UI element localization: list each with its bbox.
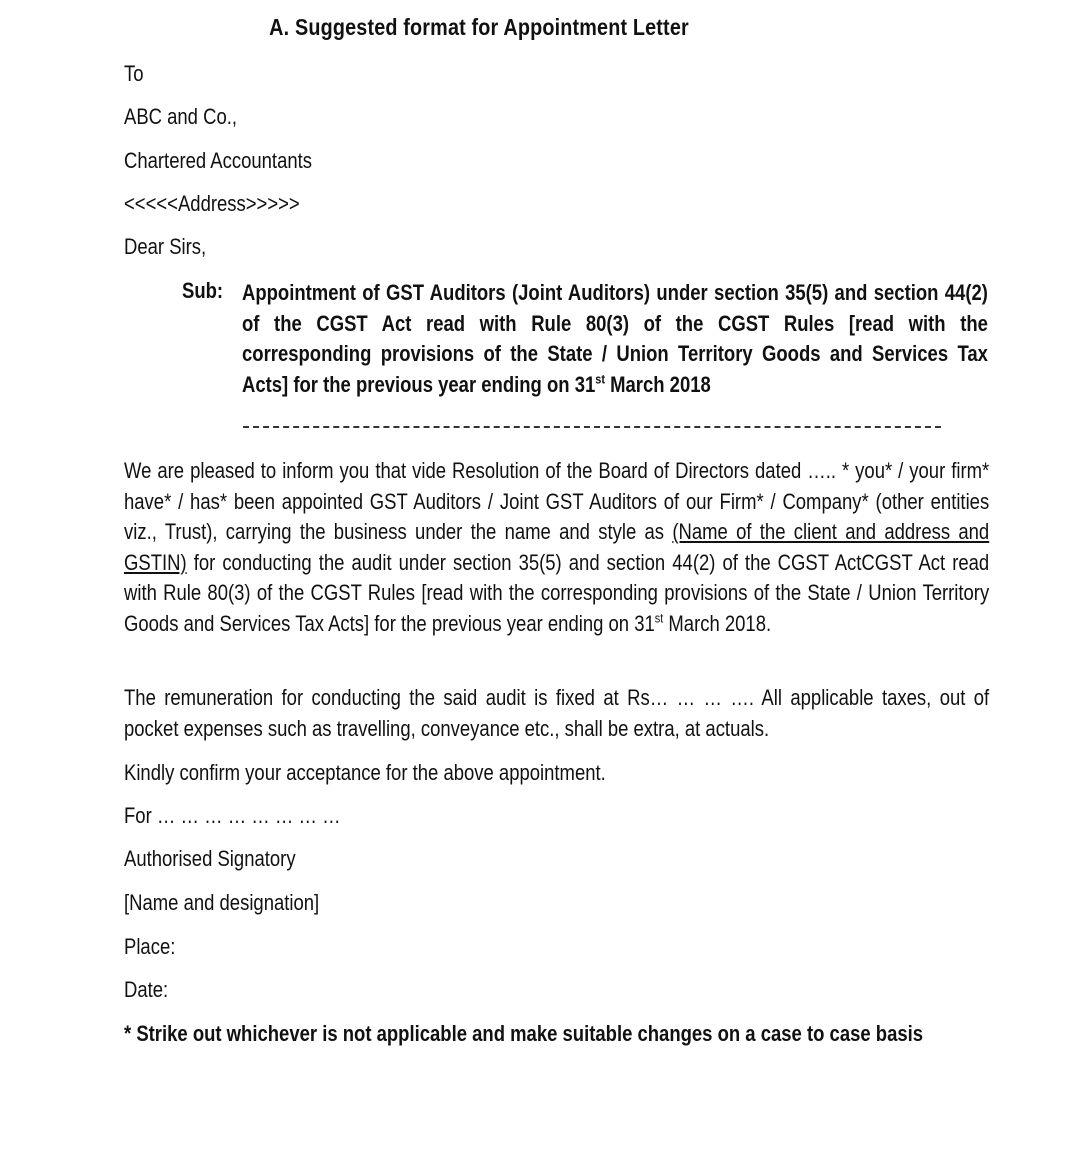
addressee-profession: Chartered Accountants [124, 148, 313, 173]
subject-text [242, 278, 988, 400]
subject-ordinal-suffix: st [595, 371, 605, 387]
paragraph-text: for conducting the audit under section 35(5) and section 44(2) of the CGST ActCGST Act read with Rule 80(3) of the CGST Rules [read with the corresponding provisions of the State / Union Territory Goods and Services Tax Acts] for the previous year ending on 31 [124, 549, 990, 636]
to-line: To [124, 61, 144, 86]
addressee-firm: ABC and Co., [124, 104, 237, 129]
footnote: * Strike out whichever is not applicable and make suitable changes on a case to case basis [124, 1021, 924, 1046]
subject-text-end: March 2018 [604, 371, 711, 397]
paragraph-text: We are pleased to inform you that vide Resolution of the Board of Directors dated ….. * you* / your firm* have* / has* been appointed GST Auditors / Joint GST Auditors of our Firm* / Company* (other entities viz., Trust), carrying the business under the name and style as [124, 458, 990, 544]
address-placeholder: <<<<<Address>>>>> [124, 191, 300, 216]
salutation: Dear Sirs, [124, 234, 207, 259]
client-details-placeholder: (Name of the client and address and GSTIN) [124, 519, 990, 575]
date-field: Date: [124, 977, 169, 1002]
body-paragraph-remuneration: The remuneration for conducting the said audit is fixed at Rs… … … …. All applicable taxes, out of pocket expenses such as travelling, conveyance etc., shall be extra, at actuals. [124, 685, 990, 741]
paragraph-text: March 2018. [663, 610, 772, 636]
body-paragraph-appointment [124, 456, 989, 639]
document-title: A. Suggested format for Appointment Letter [269, 14, 689, 40]
authorised-signatory: Authorised Signatory [124, 846, 296, 871]
place-field: Place: [124, 934, 176, 959]
subject-separator [243, 426, 941, 428]
name-designation: [Name and designation] [124, 890, 320, 915]
subject-label: Sub: [182, 278, 224, 303]
for-line: For … … … … … … … … [124, 803, 341, 828]
ordinal-suffix: st [654, 610, 664, 626]
subject-text-main: Appointment of GST Auditors (Joint Auditors) under section 35(5) and section 44(2) of the CGST Act read with Rule 80(3) of the CGST Rules [read with the corresponding provisions of the State / Union Territory Goods and Services Tax Acts] for the previous year ending on 31 [242, 280, 988, 397]
body-paragraph-confirmation: Kindly confirm your acceptance for the above appointment. [124, 760, 606, 785]
